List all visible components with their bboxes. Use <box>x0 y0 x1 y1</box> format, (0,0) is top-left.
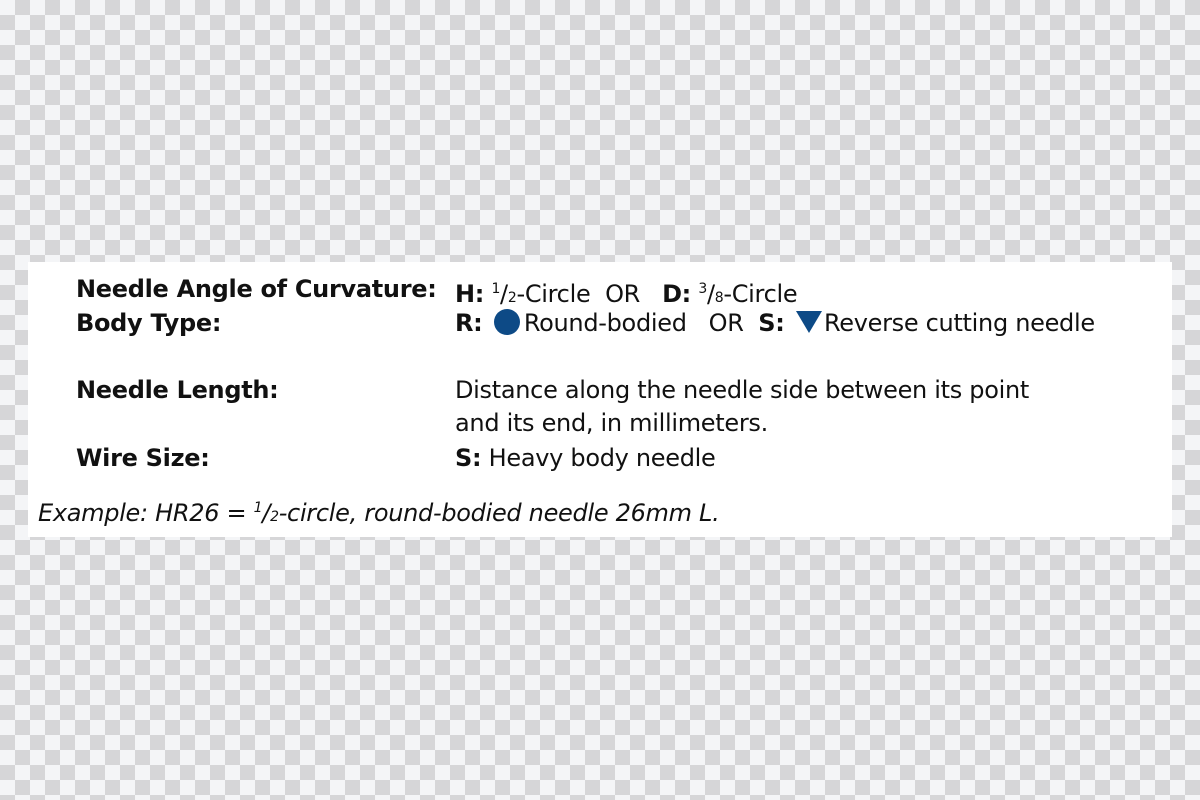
value-wire-size <box>455 443 716 473</box>
code-h: H: <box>455 280 485 308</box>
or-text: OR <box>708 309 744 337</box>
value-needle-length-line1: Distance along the needle side between its point <box>455 376 1029 404</box>
option-text: -Circle <box>723 280 798 308</box>
fraction-numerator: 1 <box>253 500 263 516</box>
fraction-numerator: 3 <box>698 281 707 297</box>
code-d: D: <box>662 280 691 308</box>
code-s: S: <box>758 309 785 337</box>
example-text: Example: HR26 = $^1$/2-circle, round-bodied needle 26mm L. <box>38 499 720 527</box>
label-wire-size: Wire Size: <box>76 444 210 472</box>
reverse-cutting-triangle-icon <box>796 311 822 333</box>
option-text: -Circle <box>516 280 591 308</box>
example-prefix: Example: HR26 = <box>38 499 254 527</box>
round-body-circle-icon <box>494 309 520 335</box>
code-s: S: <box>455 444 482 472</box>
label-needle-length: Needle Length: <box>76 376 279 404</box>
needle-legend-card <box>28 262 1172 537</box>
option-text: Heavy body needle <box>488 444 716 472</box>
example-suffix: -circle, round-bodied needle 26mm L. <box>278 499 720 527</box>
option-text: Reverse cutting needle <box>823 309 1095 337</box>
code-r: R: <box>455 309 483 337</box>
value-curvature: H: $^1$/2-Circle OR D: $^3$/8-Circle <box>455 280 798 308</box>
label-curvature: Needle Angle of Curvature: <box>76 275 437 303</box>
fraction-denominator: 2 <box>507 290 517 306</box>
or-text: OR <box>605 280 641 308</box>
option-text: Round-bodied <box>523 309 687 337</box>
fraction-denominator: 2 <box>270 509 279 525</box>
fraction-numerator: 1 <box>491 281 501 297</box>
fraction-denominator: 8 <box>714 290 724 306</box>
label-body-type: Body Type: <box>76 309 222 337</box>
value-needle-length-line2: and its end, in millimeters. <box>455 409 768 437</box>
value-body-type <box>455 308 1095 338</box>
